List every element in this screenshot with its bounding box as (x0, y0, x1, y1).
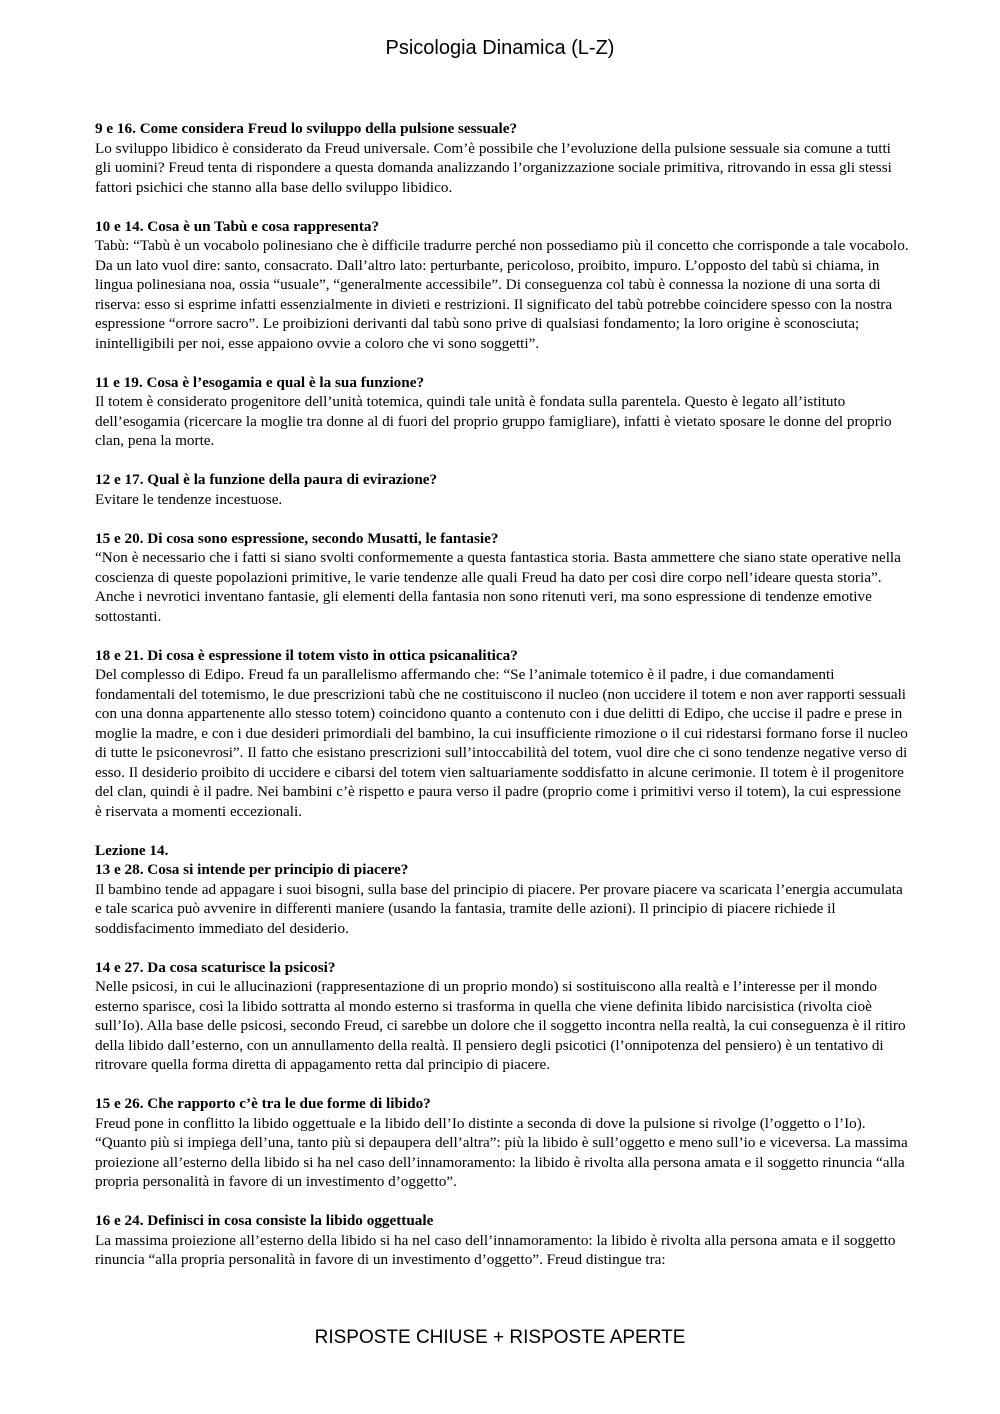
question-heading: 10 e 14. Cosa è un Tabù e cosa rappresenta? (95, 217, 380, 235)
answer-text: Lo sviluppo libidico è considerato da Freud universale. Com’è possibile che l’evoluzione della pulsione sessuale sia comune a tutti gli uomini? Freud tenta di rispondere a questa domanda analizzando l’organizzazione sociale primitiva, ritrovando in essa gli stessi fattori psichici che stanno alla base dello sviluppo libidico. (95, 139, 892, 196)
qa-block (95, 646, 910, 822)
page-header: Psicologia Dinamica (L-Z) (385, 37, 615, 59)
answer-text: Il bambino tende ad appagare i suoi bisogni, sulla base del principio di piacere. Per provare piacere va scaricata l’energia accumulata e tale scarica può avvenire in differenti maniere (usando la fantasia, tramite delle azioni). Il principio di piacere richiede il soddisfacimento immediato del desiderio. (95, 880, 903, 937)
question-heading: 15 e 26. Che rapporto c’è tra le due forme di libido? (95, 1095, 431, 1112)
answer-text: Il totem è considerato progenitore dell’unità totemica, quindi tale unità è fondata sulla parentela. Questo è legato all’istituto dell’esogamia (ricercare la moglie tra donne al di fuori del proprio gruppo famigliare), infatti è vietato sposare le donne del proprio clan, pena la morte. (95, 393, 892, 449)
qa-block (95, 1211, 910, 1270)
answer-text: Evitare le tendenze incestuose. (95, 490, 283, 508)
qa-block (95, 119, 910, 197)
lesson-heading: Lezione 14. (95, 841, 169, 859)
question-heading: 9 e 16. Come considera Freud lo sviluppo della pulsione sessuale? (95, 120, 518, 137)
qa-block (95, 1094, 910, 1192)
answer-text: Nelle psicosi, in cui le allucinazioni (rappresentazione di un proprio mondo) si sostituiscono alla realtà e l’interesse per il mondo esterno sparisce, così la libido sottratta al mondo esterno si trasforma in quella che viene definita libido narcisistica (rivolta cioè sull’Io). Alla base delle psicosi, secondo Freud, ci sarebbe un dolore che il soggetto incontra nella realtà, la cui conseguenza è il ritiro della libido dall’esterno, con un annullamento della realtà. Il pensiero degli psicotici (l’onnipotenza del pensiero) è un tentativo di ritrovare quella forma diretta di appagamento retta dal principio di piacere. (95, 978, 906, 1073)
question-heading: 11 e 19. Cosa è l’esogamia e qual è la sua funzione? (95, 373, 425, 391)
question-heading: 18 e 21. Di cosa è espressione il totem visto in ottica psicanalitica? (95, 646, 518, 664)
answer-text: Tabù: “Tabù è un vocabolo polinesiano che è difficile tradurre perché non possediamo più il concetto che corrisponde a tale vocabolo. Da un lato vuol dire: santo, consacrato. Dall’altro lato: perturbante, pericoloso, proibito, impuro. L’opposto del tabù si chiama, in lingua polinesiana noa, ossia “usuale”, “generalmente accessibile”. Di conseguenza col tabù è connessa la nozione di una sorta di riserva: esso si esprime infatti essenzialmente in divieti e restrizioni. Il significato del tabù potrebbe coincidere spesso con la nostra espressione “orrore sacro”. Le proibizioni derivanti dal tabù sono prive di qualsiasi fondamento; la loro origine è sconosciuta; inintelligibili per noi, esse appaiono ovvie a coloro che vi sono soggetti”. (95, 237, 909, 352)
question-heading: 14 e 27. Da cosa scaturisce la psicosi? (95, 958, 336, 976)
answer-text: Freud pone in conflitto la libido oggettuale e la libido dell’Io distinte a seconda di dove la pulsione si rivolge (l’oggetto o l’Io). “Quanto più si impiega dell’una, tanto più si depaupera dell’altra”: più la libido è sull’oggetto e meno sull’io e viceversa. La massima proiezione all’esterno della libido si ha nel caso dell’innamoramento: la libido è rivolta alla persona amata e il soggetto rinuncia “alla propria personalità in favore di un investimento d’oggetto”. (95, 1114, 908, 1190)
qa-block (95, 841, 910, 939)
answer-text: “Non è necessario che i fatti si siano svolti conformemente a questa fantastica storia. Basta ammettere che siano state operative nella coscienza di queste popolazioni primitive, le varie tendenze alle quali Freud ha dato per così dire corpo nell’ideare questa storia”. Anche i nevrotici inventano fantasie, gli elementi della fantasia non sono ritenuti veri, ma sono espressione di tendenze emotive sottostanti. (95, 549, 901, 625)
document-body (95, 119, 910, 1289)
qa-block (95, 470, 910, 509)
answer-text: La massima proiezione all’esterno della libido si ha nel caso dell’innamoramento: la libido è rivolta alla persona amata e il soggetto rinuncia “alla propria personalità in favore di un investimento d’oggetto”. Freud distingue tra: (95, 1231, 896, 1268)
answer-text: Del complesso di Edipo. Freud fa un parallelismo affermando che: “Se l’animale totemico è il padre, i due comandamenti fondamentali del totemismo, le due prescrizioni tabù che ne costituiscono il nucleo (non uccidere il totem e non aver rapporti sessuali con una donna appartenente allo stesso totem) coincidono quanto a contenuto con i due delitti di Edipo, che uccise il padre e prese in moglie la madre, e con i due desideri primordiali del bambino, la cui insufficiente rimozione o il cui ridestarsi formano forse il nucleo di tutte le psiconevrosi”. Il fatto che esistano prescrizioni sull’intoccabilità del totem, vuol dire che ci sono tendenze negative verso di esso. Il desiderio proibito di uccidere e cibarsi del totem vien saltuariamente soddisfatto in alcune cerimonie. Il totem è il progenitore del clan, quindi è il padre. Nei bambini c’è rispetto e paura verso il padre (proprio come i primitivi verso il totem), la cui espressione è riservata a momenti eccezionali. (95, 666, 908, 820)
page-footer: RISPOSTE CHIUSE + RISPOSTE APERTE (314, 1327, 686, 1348)
question-heading: 15 e 20. Di cosa sono espressione, secondo Musatti, le fantasie? (95, 529, 499, 547)
qa-block (95, 958, 910, 1075)
question-heading: 16 e 24. Definisci in cosa consiste la libido oggettuale (95, 1212, 434, 1229)
qa-block (95, 217, 910, 354)
qa-block (95, 373, 910, 451)
qa-block (95, 529, 910, 627)
question-heading: 12 e 17. Qual è la funzione della paura di evirazione? (95, 471, 438, 488)
question-heading: 13 e 28. Cosa si intende per principio di piacere? (95, 861, 409, 878)
